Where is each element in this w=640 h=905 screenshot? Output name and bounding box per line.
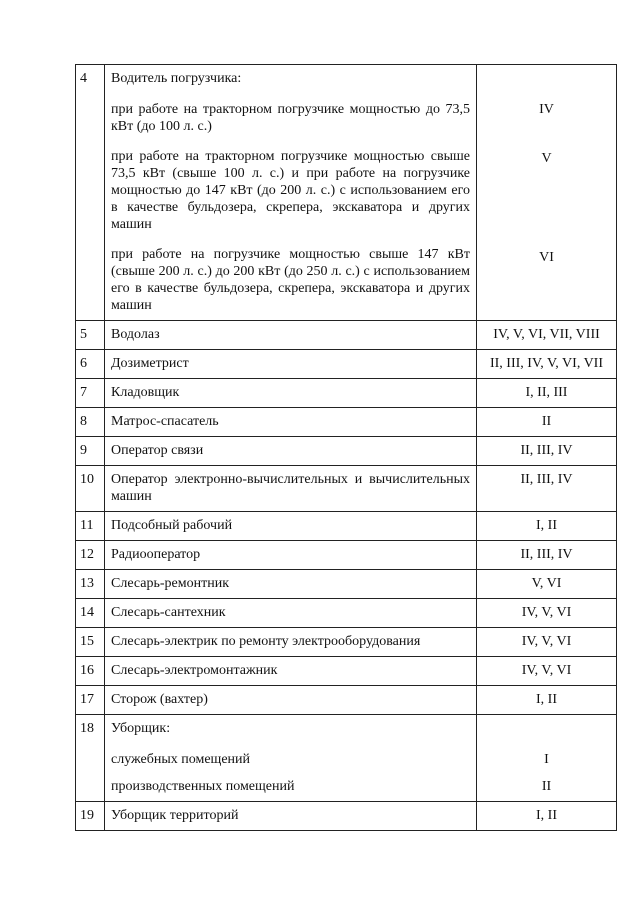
row-name: Слесарь-электрик по ремонту электрооборудования bbox=[105, 628, 477, 657]
category-value: I bbox=[544, 752, 549, 767]
row-name: Слесарь-сантехник bbox=[105, 599, 477, 628]
category-value: VI bbox=[539, 250, 554, 265]
row-number: 16 bbox=[76, 657, 105, 686]
table-row bbox=[76, 437, 617, 466]
category-value: IV, V, VI bbox=[477, 657, 617, 686]
category-value: II, III, IV, V, VI, VII bbox=[477, 350, 617, 379]
category-value: V bbox=[541, 151, 552, 166]
table-row bbox=[76, 321, 617, 350]
job-category-table bbox=[75, 64, 617, 831]
sub-item: при работе на тракторном погрузчике мощностью до 73,5 кВт (до 100 л. с.) bbox=[111, 102, 470, 134]
table-row bbox=[76, 802, 617, 831]
table-row bbox=[76, 715, 617, 802]
category-value: I, II bbox=[477, 802, 617, 831]
sub-item: при работе на погрузчике мощностью свыше 147 кВт (свыше 200 л. с.) до 200 кВт (до 250 л. с.) с использованием его в качестве бульдозера, скрепера, экскаватора и других машин bbox=[111, 247, 470, 313]
category-value: II bbox=[541, 779, 552, 794]
row-number: 15 bbox=[76, 628, 105, 657]
row-name: Кладовщик bbox=[105, 379, 477, 408]
row-number: 13 bbox=[76, 570, 105, 599]
category-value: I, II bbox=[477, 686, 617, 715]
table-row bbox=[76, 570, 617, 599]
row-number: 19 bbox=[76, 802, 105, 831]
row-number: 12 bbox=[76, 541, 105, 570]
table-row bbox=[76, 512, 617, 541]
row-number: 6 bbox=[76, 350, 105, 379]
row-number: 10 bbox=[76, 466, 105, 512]
table-row bbox=[76, 628, 617, 657]
row-name: Слесарь-электромонтажник bbox=[105, 657, 477, 686]
row-number: 18 bbox=[76, 715, 105, 802]
sub-item: производственных помещений bbox=[111, 779, 295, 794]
row-name: Водолаз bbox=[105, 321, 477, 350]
row-number: 11 bbox=[76, 512, 105, 541]
row-number: 4 bbox=[76, 65, 105, 321]
category-value: IV, V, VI, VII, VIII bbox=[477, 321, 617, 350]
category-value: II, III, IV bbox=[477, 466, 617, 512]
table-row bbox=[76, 686, 617, 715]
row-name: Слесарь-ремонтник bbox=[105, 570, 477, 599]
row-name-cell bbox=[105, 65, 477, 321]
sub-item: служебных помещений bbox=[111, 752, 251, 767]
row-title: Водитель погрузчика: bbox=[111, 71, 242, 86]
row-name: Оператор электронно-вычислительных и вычислительных машин bbox=[105, 466, 477, 512]
row-number: 5 bbox=[76, 321, 105, 350]
sub-item: при работе на тракторном погрузчике мощностью свыше 73,5 кВт (свыше 100 л. с.) и при работе на погрузчике мощностью до 147 кВт (до 200 л. с.) с использованием его в качестве бульдозера, скрепера, экскаватора и других машин bbox=[111, 149, 470, 232]
row-name: Радиооператор bbox=[105, 541, 477, 570]
row-number: 14 bbox=[76, 599, 105, 628]
row-name: Матрос-спасатель bbox=[105, 408, 477, 437]
table-row bbox=[76, 65, 617, 321]
category-value: II, III, IV bbox=[477, 437, 617, 466]
table-row bbox=[76, 541, 617, 570]
category-value: I, II, III bbox=[477, 379, 617, 408]
row-name: Сторож (вахтер) bbox=[105, 686, 477, 715]
table-row bbox=[76, 379, 617, 408]
row-title: Уборщик: bbox=[111, 721, 171, 736]
table-row bbox=[76, 657, 617, 686]
category-value: V, VI bbox=[477, 570, 617, 599]
row-name: Подсобный рабочий bbox=[105, 512, 477, 541]
category-value: IV bbox=[539, 102, 554, 117]
row-number: 7 bbox=[76, 379, 105, 408]
category-cell bbox=[477, 65, 617, 321]
row-number: 9 bbox=[76, 437, 105, 466]
table-row bbox=[76, 408, 617, 437]
table-row bbox=[76, 599, 617, 628]
table-row bbox=[76, 350, 617, 379]
category-cell bbox=[477, 715, 617, 802]
category-value: IV, V, VI bbox=[477, 599, 617, 628]
category-value: II bbox=[477, 408, 617, 437]
category-value: II, III, IV bbox=[477, 541, 617, 570]
table-row bbox=[76, 466, 617, 512]
row-number: 8 bbox=[76, 408, 105, 437]
row-name: Дозиметрист bbox=[105, 350, 477, 379]
category-value: I, II bbox=[477, 512, 617, 541]
category-value: IV, V, VI bbox=[477, 628, 617, 657]
row-name-cell bbox=[105, 715, 477, 802]
row-name: Оператор связи bbox=[105, 437, 477, 466]
row-number: 17 bbox=[76, 686, 105, 715]
row-name: Уборщик территорий bbox=[105, 802, 477, 831]
